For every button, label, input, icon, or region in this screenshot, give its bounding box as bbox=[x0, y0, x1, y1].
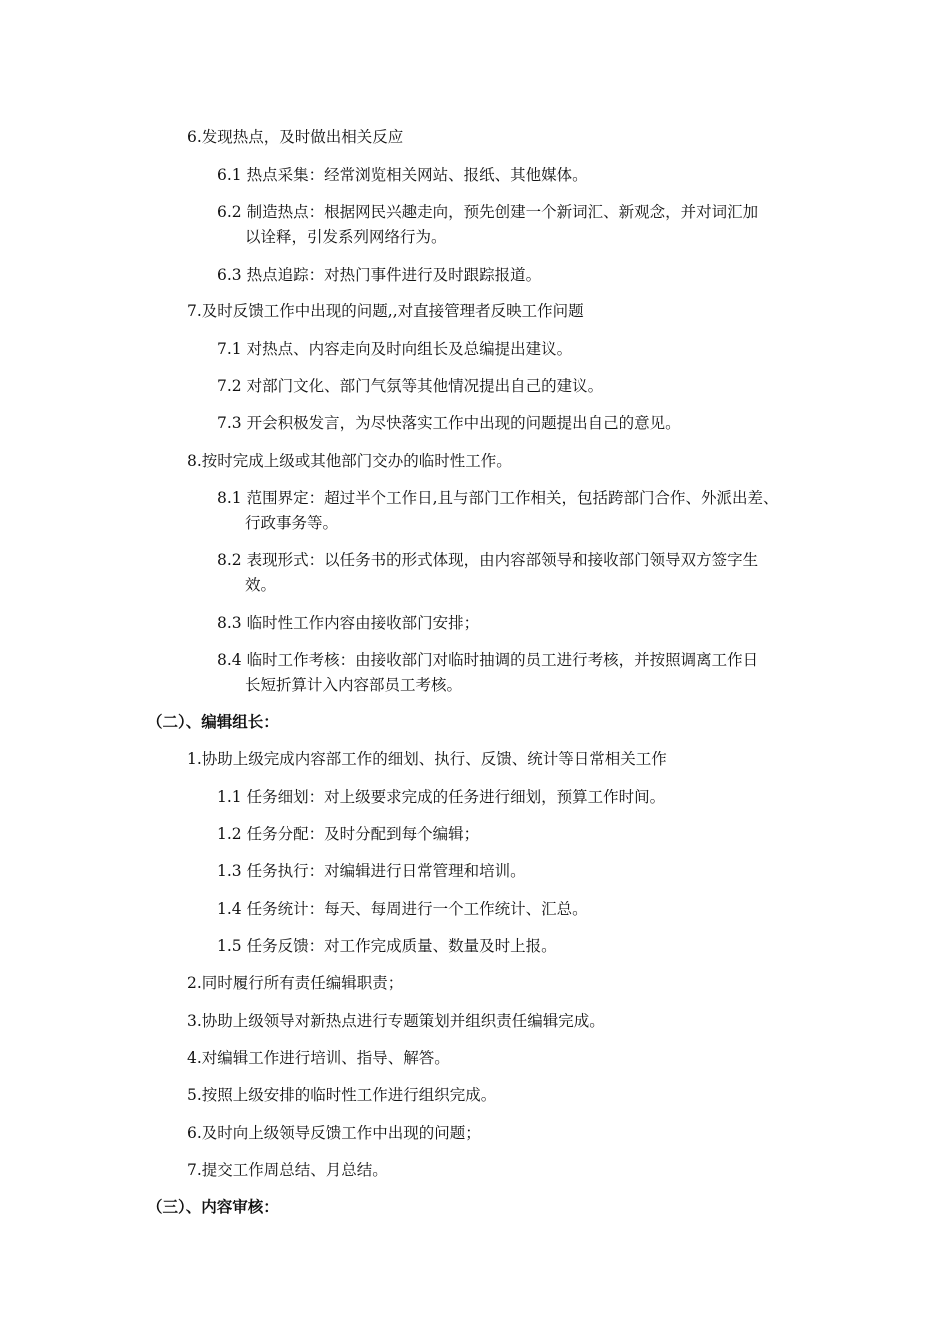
list-item: 6.发现热点，及时做出相关反应 bbox=[187, 128, 404, 146]
list-item-continuation: 以诠释，引发系列网络行为。 bbox=[245, 228, 447, 246]
list-item: 7.提交工作周总结、月总结。 bbox=[187, 1161, 388, 1179]
list-item: 1.1 任务细划：对上级要求完成的任务进行细划，预算工作时间。 bbox=[217, 788, 666, 806]
list-item: 2.同时履行所有责任编辑职责； bbox=[187, 974, 404, 992]
list-item: 8.按时完成上级或其他部门交办的临时性工作。 bbox=[187, 452, 512, 470]
list-item-continuation: 效。 bbox=[245, 576, 277, 594]
list-item: 1.3 任务执行：对编辑进行日常管理和培训。 bbox=[217, 862, 526, 880]
list-item: 4.对编辑工作进行培训、指导、解答。 bbox=[187, 1049, 450, 1067]
list-item: 6.2 制造热点：根据网民兴趣走向，预先创建一个新词汇、新观念，并对词汇加 bbox=[217, 203, 759, 221]
list-item: 7.3 开会积极发言，为尽快落实工作中出现的问题提出自己的意见。 bbox=[217, 414, 681, 432]
list-item: 6.及时向上级领导反馈工作中出现的问题； bbox=[187, 1124, 481, 1142]
list-item: 1.5 任务反馈：对工作完成质量、数量及时上报。 bbox=[217, 937, 557, 955]
list-item-continuation: 长短折算计入内容部员工考核。 bbox=[245, 676, 463, 694]
section-heading: （二）、编辑组长： bbox=[147, 712, 279, 731]
list-item: 1.协助上级完成内容部工作的细划、执行、反馈、统计等日常相关工作 bbox=[187, 750, 667, 768]
list-item: 1.2 任务分配：及时分配到每个编辑； bbox=[217, 825, 480, 843]
list-item-continuation: 行政事务等。 bbox=[245, 514, 339, 532]
list-item: 8.2 表现形式：以任务书的形式体现，由内容部领导和接收部门领导双方签字生 bbox=[217, 551, 759, 569]
list-item: 7.及时反馈工作中出现的问题,,对直接管理者反映工作问题 bbox=[187, 302, 584, 320]
list-item: 8.1 范围界定：超过半个工作日,且与部门工作相关，包括跨部门合作、外派出差、 bbox=[217, 489, 779, 507]
list-item: 6.1 热点采集：经常浏览相关网站、报纸、其他媒体。 bbox=[217, 166, 588, 184]
list-item: 5.按照上级安排的临时性工作进行组织完成。 bbox=[187, 1086, 497, 1104]
list-item: 3.协助上级领导对新热点进行专题策划并组织责任编辑完成。 bbox=[187, 1012, 605, 1030]
list-item: 7.1 对热点、内容走向及时向组长及总编提出建议。 bbox=[217, 340, 573, 358]
list-item: 7.2 对部门文化、部门气氛等其他情况提出自己的建议。 bbox=[217, 377, 604, 395]
list-item: 6.3 热点追踪：对热门事件进行及时跟踪报道。 bbox=[217, 266, 542, 284]
list-item: 8.4 临时工作考核：由接收部门对临时抽调的员工进行考核，并按照调离工作日 bbox=[217, 651, 759, 669]
list-item: 8.3 临时性工作内容由接收部门安排； bbox=[217, 614, 480, 632]
section-heading: （三）、内容审核： bbox=[147, 1197, 279, 1216]
list-item: 1.4 任务统计：每天、每周进行一个工作统计、汇总。 bbox=[217, 900, 588, 918]
